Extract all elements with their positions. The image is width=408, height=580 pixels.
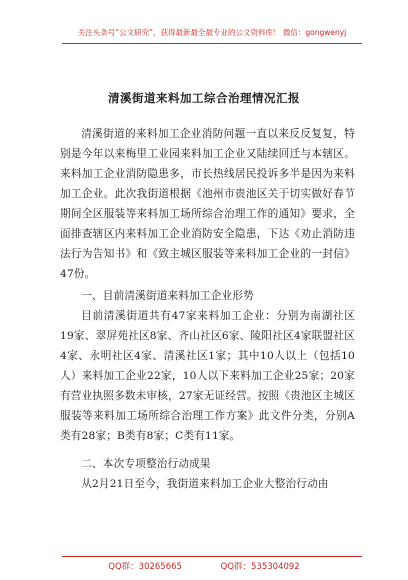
footer-qq-group-2: QQ群：535304092 [220, 562, 300, 572]
paragraph-intro: 清溪街道的来料加工企业消防问题一直以来反反复复，特别是今年以来梅里工业园来料加工企业又陆续回迁与本辖区。来料加工企业消防隐患多，市长热线居民投诉多半是因为来料加工企业。此次我街道根据《池州市贵池区关于切实做好春节期间全区服装等来料加工场所综合治理工作的通知》要求，全面排查辖区内来料加工企业消防安全隐患，下达《劝止消防违法行为告知书》和《致主城区服装等来料加工企业的一封信》47份。 [60, 128, 355, 280]
section-heading-2: 二、本次专项整治行动成果 [81, 458, 211, 470]
header-banner: 关注头条号“公文研究”，获得最新最全最专业的公文资料库！ 微信：gongwenyj [77, 28, 347, 37]
section-heading-1: 一、目前清溪街道来料加工企业形势 [81, 290, 254, 302]
footer-qq-group-1: QQ群：30265665 [108, 562, 182, 572]
footer [0, 560, 408, 572]
paragraph-situation: 目前清溪街道共有47家来料加工企业：分别为南湖社区19家、翠屏苑社区8家、齐山社区6家、陵阳社区4家联盟社区4家、永明社区4家、清溪社区1家；其中10人以上（包括10人）来料加工企业22家，10人以下来料加工企业25家；20家有营业执照多数未审核，27家无证经营。按照《贵池区主城区服装等来料加工场所综合治理工作方案》此文件分类，分别A类有28家；B类有8家；C类有11家。 [60, 310, 355, 442]
header-divider [62, 43, 362, 44]
footer-divider [62, 556, 362, 557]
document-body [60, 124, 355, 494]
document-title: 清溪街道来料加工综合治理情况汇报 [108, 91, 300, 105]
paragraph-results: 从2月21日至今，我街道来料加工企业大整治行动由 [81, 478, 329, 490]
